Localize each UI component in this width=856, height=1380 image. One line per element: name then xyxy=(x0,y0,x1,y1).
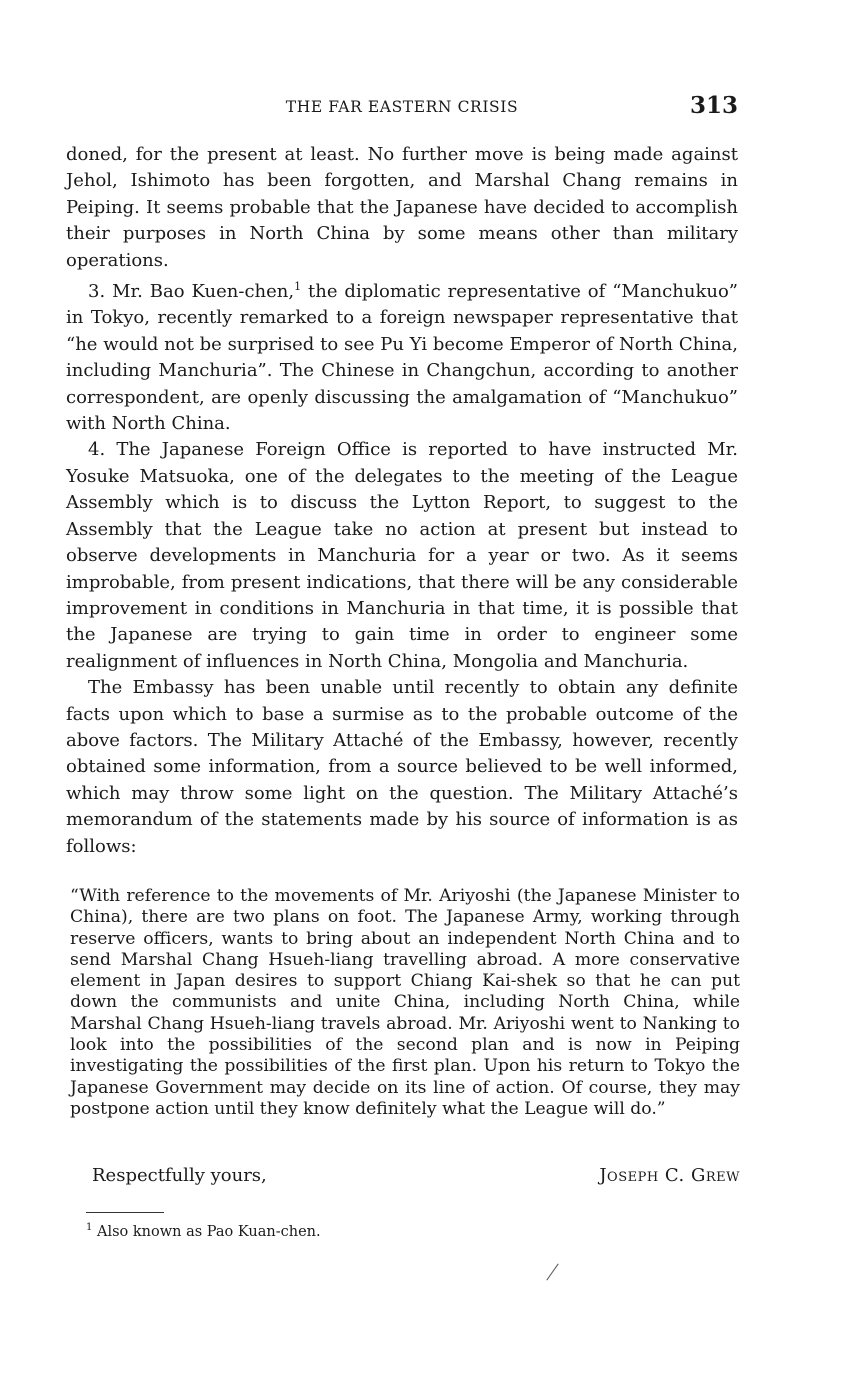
paragraph-embassy: The Embassy has been unable until recently to obtain any definite facts upon which to base a surmise as to the probable outcome of the above factors. The Military Attaché of the Embassy, however, recently obtained some information, from a source believed to be well informed, which may throw some light on the question. The Military Attaché’s memorandum of the statements made by his source of information is as follows: xyxy=(66,677,738,857)
footnote-reference: 1 xyxy=(294,280,302,294)
paragraph-item-3 xyxy=(66,274,738,437)
footnote-rule xyxy=(86,1212,164,1213)
paragraph-item-4: 4. The Japanese Foreign Office is reported to have instructed Mr. Yosuke Matsuoka, one of the delegates to the meeting of the League Assembly which is to discuss the Lytton Report, to suggest to the Assembly that the League take no action at present but instead to observe developments in Manchuria for a year or two. As it seems improbable, from present indications, that there will be any considerable improvement in conditions in Manchuria in that time, it is possible that the Japanese are trying to gain time in order to engineer some realignment of influences in North China, Mongolia and Manchuria. xyxy=(66,439,738,672)
footnote xyxy=(86,1222,321,1240)
page-header xyxy=(66,92,738,122)
closing: Respectfully yours, xyxy=(92,1165,267,1186)
block-quote: “With reference to the movements of Mr. Ariyoshi (the Japanese Minister to China), there are two plans on foot. The Japanese Army, working through reserve officers, wants to bring about an independent North China and to send Marshal Chang Hsueh-liang travelling abroad. A more conservative element in Japan desires to support Chiang Kai-shek so that he can put down the communists and unite China, including North China, while Marshal Chang Hsueh-liang travels abroad. Mr. Ariyoshi went to Nanking to look into the possibilities of the second plan and is now in Peiping investigating the possibilities of the first plan. Upon his return to Tokyo the Japanese Government may decide on its line of action. Of course, they may postpone action until they know definitely what the League will do.” xyxy=(70,886,740,1119)
footnote-text: Also known as Pao Kuan-chen. xyxy=(96,1223,321,1240)
stray-pencil-mark xyxy=(546,1264,558,1281)
signoff xyxy=(92,1165,740,1193)
body-text xyxy=(66,142,738,860)
paragraph-item-3-rest: the diplomatic representative of “Manchukuo” in Tokyo, recently remarked to a foreign newspaper representative that “he would not be surprised to see Pu Yi become Emperor of North China, including Manchuria”. The Chinese in Changchun, according to another correspondent, are openly discussing the amalgamation of “Manchukuo” with North China. xyxy=(66,281,738,435)
page-number: 313 xyxy=(689,92,738,119)
running-title: THE FAR EASTERN CRISIS xyxy=(285,98,519,116)
paragraph-continued: doned, for the present at least. No further move is being made against Jehol, Ishimoto has been forgotten, and Marshal Chang remains in Peiping. It seems probable that the Japanese have decided to accomplish their purposes in North China by some means other than military operations. xyxy=(66,144,738,271)
signature: Joseph C. Grew xyxy=(599,1165,740,1186)
paragraph-item-3-lead: 3. Mr. Bao Kuen-chen, xyxy=(88,281,295,303)
footnote-marker: 1 xyxy=(86,1222,93,1233)
